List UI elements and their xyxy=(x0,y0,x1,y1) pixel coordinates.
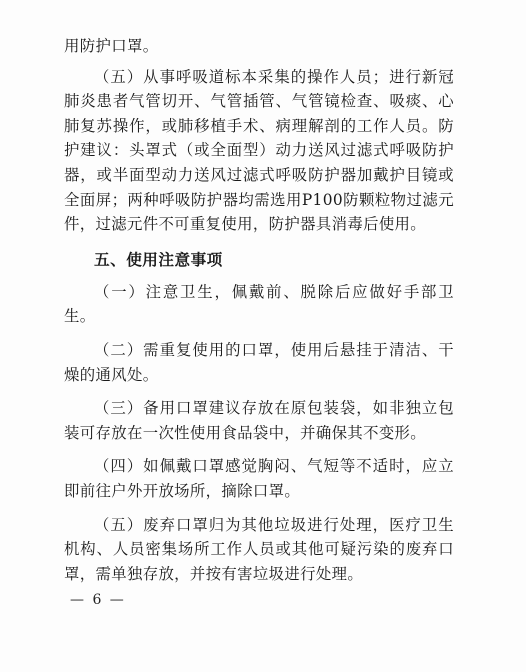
notice-item-1: （一）注意卫生，佩戴前、脱除后应做好手部卫生。 xyxy=(64,282,454,326)
section-heading: 五、使用注意事项 xyxy=(94,250,223,269)
notice-item-3: （三）备用口罩建议存放在原包装袋，如非独立包装可存放在一次性使用食品袋中，并确保其不变形。 xyxy=(64,399,454,442)
paragraph-item-five: （五）从事呼吸道标本采集的操作人员；进行新冠肺炎患者气管切开、气管插管、气管镜检查、吸痰、心肺复苏操作，或肺移植手术、病理解剖的工作人员。防护建议：头罩式（或全面型）动力送风过滤式呼吸防护器，或半面型动力送风过滤式呼吸防护器加戴护目镜或全面屏；两种呼吸防护器均需选用P100防颗粒物过滤元件，过滤元件不可重复使用，防护器具消毒后使用。 xyxy=(64,67,454,234)
paragraph-continuation: 用防护口罩。 xyxy=(64,37,159,55)
notice-item-4: （四）如佩戴口罩感觉胸闷、气短等不适时，应立即前往户外开放场所，摘除口罩。 xyxy=(64,457,454,500)
notice-item-2: （二）需重复使用的口罩，使用后悬挂于清洁、干燥的通风处。 xyxy=(64,340,454,384)
page-number: — 6 — xyxy=(70,592,126,608)
notice-item-5: （五）废弃口罩归为其他垃圾进行处理，医疗卫生机构、人员密集场所工作人员或其他可疑污染的废弃口罩，需单独存放，并按有害垃圾进行处理。 xyxy=(64,515,454,583)
document-body xyxy=(64,34,454,586)
